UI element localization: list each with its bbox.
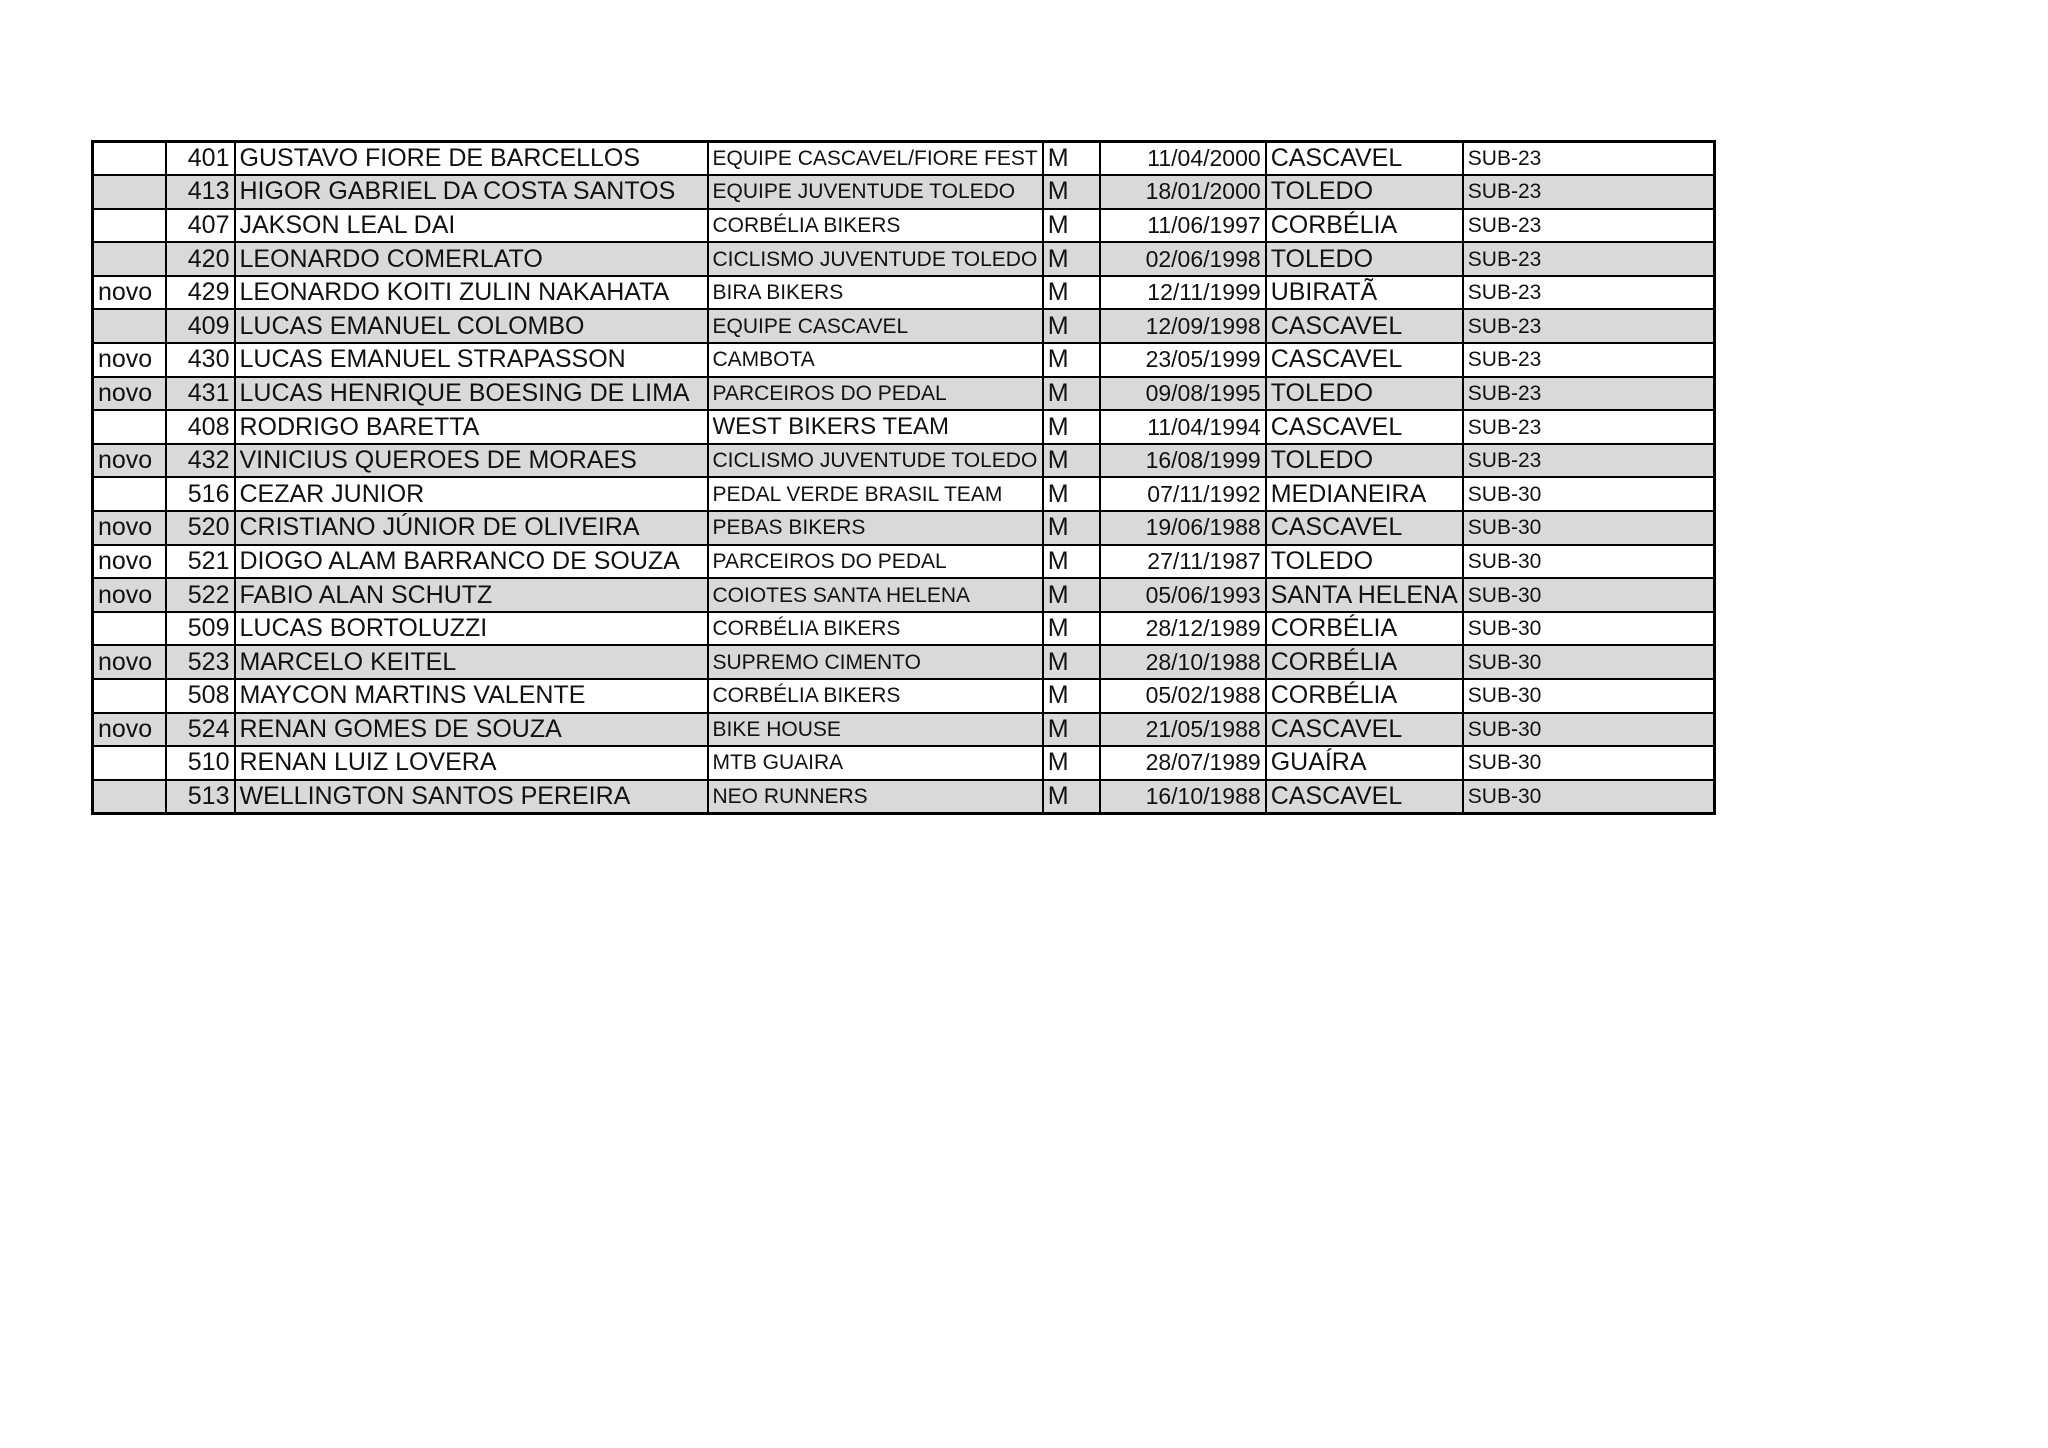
bib-number-cell: 432 [166,444,235,478]
sex-cell: M [1043,679,1100,713]
sex-cell: M [1043,444,1100,478]
table-row [93,276,1715,310]
team-cell: CORBÉLIA BIKERS [708,209,1043,243]
team-cell: CAMBOTA [708,343,1043,377]
city-cell: CASCAVEL [1266,309,1463,343]
sex-cell: M [1043,175,1100,209]
table-row [93,679,1715,713]
table-row [93,377,1715,411]
table-row [93,477,1715,511]
bib-number-cell: 420 [166,242,235,276]
category-cell: SUB-30 [1463,612,1715,646]
rider-name-cell: MAYCON MARTINS VALENTE [235,679,708,713]
team-cell: NEO RUNNERS [708,780,1043,814]
city-cell: CASCAVEL [1266,343,1463,377]
bib-number-cell: 510 [166,746,235,780]
team-cell: BIKE HOUSE [708,713,1043,747]
sex-cell: M [1043,410,1100,444]
rider-name-cell: LUCAS BORTOLUZZI [235,612,708,646]
birth-date-cell: 11/06/1997 [1100,209,1266,243]
birth-date-cell: 18/01/2000 [1100,175,1266,209]
team-cell: PEDAL VERDE BRASIL TEAM [708,477,1043,511]
sex-cell: M [1043,309,1100,343]
category-cell: SUB-23 [1463,209,1715,243]
rider-name-cell: WELLINGTON SANTOS PEREIRA [235,780,708,814]
sex-cell: M [1043,780,1100,814]
city-cell: TOLEDO [1266,242,1463,276]
status-cell [93,679,166,713]
rider-name-cell: GUSTAVO FIORE DE BARCELLOS [235,142,708,176]
team-cell: EQUIPE JUVENTUDE TOLEDO [708,175,1043,209]
status-cell: novo [93,713,166,747]
category-cell: SUB-23 [1463,444,1715,478]
rider-name-cell: LEONARDO KOITI ZULIN NAKAHATA [235,276,708,310]
city-cell: CASCAVEL [1266,410,1463,444]
bib-number-cell: 509 [166,612,235,646]
table-row [93,309,1715,343]
table-row [93,578,1715,612]
birth-date-cell: 28/10/1988 [1100,645,1266,679]
rider-name-cell: MARCELO KEITEL [235,645,708,679]
city-cell: UBIRATÃ [1266,276,1463,310]
city-cell: CASCAVEL [1266,142,1463,176]
status-cell [93,612,166,646]
status-cell: novo [93,545,166,579]
birth-date-cell: 09/08/1995 [1100,377,1266,411]
sex-cell: M [1043,209,1100,243]
sex-cell: M [1043,377,1100,411]
riders-table [91,140,1716,815]
sex-cell: M [1043,746,1100,780]
rider-name-cell: CRISTIANO JÚNIOR DE OLIVEIRA [235,511,708,545]
birth-date-cell: 16/08/1999 [1100,444,1266,478]
category-cell: SUB-30 [1463,645,1715,679]
team-cell: SUPREMO CIMENTO [708,645,1043,679]
team-cell: EQUIPE CASCAVEL/FIORE FEST [708,142,1043,176]
city-cell: CASCAVEL [1266,780,1463,814]
city-cell: CASCAVEL [1266,511,1463,545]
status-cell [93,410,166,444]
team-cell: PEBAS BIKERS [708,511,1043,545]
city-cell: GUAÍRA [1266,746,1463,780]
rider-name-cell: LUCAS EMANUEL COLOMBO [235,309,708,343]
table-row [93,645,1715,679]
rider-name-cell: RENAN LUIZ LOVERA [235,746,708,780]
bib-number-cell: 413 [166,175,235,209]
rider-name-cell: LUCAS HENRIQUE BOESING DE LIMA [235,377,708,411]
rider-name-cell: DIOGO ALAM BARRANCO DE SOUZA [235,545,708,579]
sex-cell: M [1043,142,1100,176]
category-cell: SUB-30 [1463,679,1715,713]
category-cell: SUB-23 [1463,276,1715,310]
sex-cell: M [1043,343,1100,377]
bib-number-cell: 521 [166,545,235,579]
birth-date-cell: 21/05/1988 [1100,713,1266,747]
status-cell [93,309,166,343]
sex-cell: M [1043,612,1100,646]
bib-number-cell: 520 [166,511,235,545]
bib-number-cell: 407 [166,209,235,243]
category-cell: SUB-23 [1463,309,1715,343]
table-row [93,713,1715,747]
category-cell: SUB-23 [1463,377,1715,411]
birth-date-cell: 27/11/1987 [1100,545,1266,579]
team-cell: WEST BIKERS TEAM [708,410,1043,444]
sex-cell: M [1043,545,1100,579]
birth-date-cell: 23/05/1999 [1100,343,1266,377]
rider-name-cell: RODRIGO BARETTA [235,410,708,444]
bib-number-cell: 508 [166,679,235,713]
category-cell: SUB-30 [1463,511,1715,545]
status-cell [93,175,166,209]
birth-date-cell: 02/06/1998 [1100,242,1266,276]
sex-cell: M [1043,645,1100,679]
city-cell: MEDIANEIRA [1266,477,1463,511]
sex-cell: M [1043,477,1100,511]
birth-date-cell: 05/02/1988 [1100,679,1266,713]
birth-date-cell: 19/06/1988 [1100,511,1266,545]
status-cell: novo [93,377,166,411]
status-cell [93,746,166,780]
table-row [93,612,1715,646]
city-cell: TOLEDO [1266,545,1463,579]
table-row [93,242,1715,276]
city-cell: TOLEDO [1266,444,1463,478]
birth-date-cell: 05/06/1993 [1100,578,1266,612]
status-cell [93,477,166,511]
bib-number-cell: 431 [166,377,235,411]
category-cell: SUB-23 [1463,142,1715,176]
table-row [93,175,1715,209]
rider-name-cell: RENAN GOMES DE SOUZA [235,713,708,747]
status-cell [93,780,166,814]
city-cell: TOLEDO [1266,377,1463,411]
category-cell: SUB-30 [1463,746,1715,780]
bib-number-cell: 409 [166,309,235,343]
sex-cell: M [1043,276,1100,310]
status-cell [93,242,166,276]
city-cell: TOLEDO [1266,175,1463,209]
rider-name-cell: HIGOR GABRIEL DA COSTA SANTOS [235,175,708,209]
table-row [93,444,1715,478]
sex-cell: M [1043,713,1100,747]
category-cell: SUB-23 [1463,410,1715,444]
status-cell: novo [93,511,166,545]
status-cell: novo [93,343,166,377]
bib-number-cell: 429 [166,276,235,310]
bib-number-cell: 401 [166,142,235,176]
category-cell: SUB-30 [1463,477,1715,511]
bib-number-cell: 523 [166,645,235,679]
rider-name-cell: FABIO ALAN SCHUTZ [235,578,708,612]
category-cell: SUB-30 [1463,578,1715,612]
birth-date-cell: 12/09/1998 [1100,309,1266,343]
team-cell: CICLISMO JUVENTUDE TOLEDO [708,242,1043,276]
status-cell: novo [93,578,166,612]
table-row [93,142,1715,176]
category-cell: SUB-30 [1463,545,1715,579]
sex-cell: M [1043,511,1100,545]
table-row [93,780,1715,814]
city-cell: CORBÉLIA [1266,679,1463,713]
team-cell: MTB GUAIRA [708,746,1043,780]
rider-name-cell: VINICIUS QUEROES DE MORAES [235,444,708,478]
bib-number-cell: 430 [166,343,235,377]
category-cell: SUB-30 [1463,780,1715,814]
status-cell [93,209,166,243]
bib-number-cell: 522 [166,578,235,612]
rider-name-cell: LUCAS EMANUEL STRAPASSON [235,343,708,377]
status-cell: novo [93,444,166,478]
category-cell: SUB-30 [1463,713,1715,747]
team-cell: EQUIPE CASCAVEL [708,309,1043,343]
city-cell: CORBÉLIA [1266,645,1463,679]
status-cell: novo [93,276,166,310]
bib-number-cell: 408 [166,410,235,444]
team-cell: PARCEIROS DO PEDAL [708,377,1043,411]
birth-date-cell: 12/11/1999 [1100,276,1266,310]
birth-date-cell: 28/07/1989 [1100,746,1266,780]
table-row [93,545,1715,579]
category-cell: SUB-23 [1463,242,1715,276]
table-row [93,410,1715,444]
rider-name-cell: JAKSON LEAL DAI [235,209,708,243]
city-cell: CORBÉLIA [1266,209,1463,243]
category-cell: SUB-23 [1463,343,1715,377]
category-cell: SUB-23 [1463,175,1715,209]
team-cell: PARCEIROS DO PEDAL [708,545,1043,579]
rider-name-cell: LEONARDO COMERLATO [235,242,708,276]
birth-date-cell: 28/12/1989 [1100,612,1266,646]
bib-number-cell: 524 [166,713,235,747]
team-cell: BIRA BIKERS [708,276,1043,310]
birth-date-cell: 11/04/2000 [1100,142,1266,176]
bib-number-cell: 516 [166,477,235,511]
city-cell: CASCAVEL [1266,713,1463,747]
team-cell: COIOTES SANTA HELENA [708,578,1043,612]
birth-date-cell: 16/10/1988 [1100,780,1266,814]
table-row [93,746,1715,780]
table-row [93,511,1715,545]
team-cell: CORBÉLIA BIKERS [708,612,1043,646]
city-cell: CORBÉLIA [1266,612,1463,646]
birth-date-cell: 11/04/1994 [1100,410,1266,444]
team-cell: CICLISMO JUVENTUDE TOLEDO [708,444,1043,478]
sex-cell: M [1043,578,1100,612]
rider-name-cell: CEZAR JUNIOR [235,477,708,511]
table-row [93,209,1715,243]
table-row [93,343,1715,377]
birth-date-cell: 07/11/1992 [1100,477,1266,511]
city-cell: SANTA HELENA [1266,578,1463,612]
status-cell: novo [93,645,166,679]
status-cell [93,142,166,176]
table-body [93,142,1715,814]
sex-cell: M [1043,242,1100,276]
team-cell: CORBÉLIA BIKERS [708,679,1043,713]
bib-number-cell: 513 [166,780,235,814]
